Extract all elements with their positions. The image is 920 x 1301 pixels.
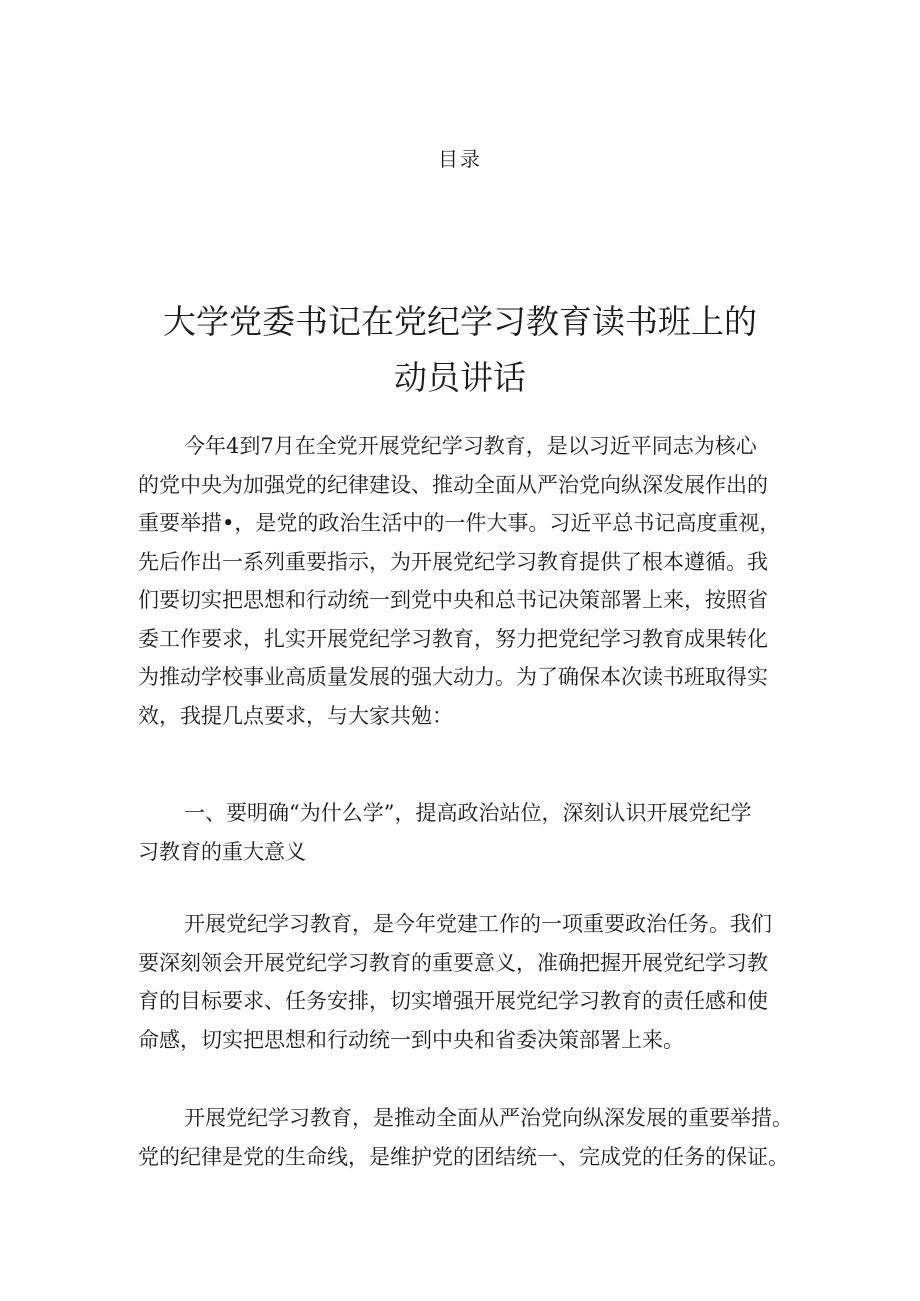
paragraph-line: 重要举措•，是党的政治生活中的一件大事。习近平总书记高度重视， [138,511,781,535]
paragraph-section-1-b [138,1099,796,1176]
heading-line: 习教育的重大意义 [138,839,306,864]
paragraph-line: 先后作出一系列重要指示，为开展党纪学习教育提供了根本遵循。我 [138,549,768,574]
paragraph-line: 开展党纪学习教育，是推动全面从严治党向纵深发展的重要举措。 [184,1106,793,1130]
paragraph-line: 今年4到7月在全党开展党纪学习教育，是以习近平同志为核心 [184,434,757,458]
heading-line: 一、要明确“为什么学”，提高政治站位，深刻认识开展党纪学 [184,801,752,825]
paragraph-line: 命感，切实把思想和行动统一到中央和省委决策部署上来。 [138,1027,684,1052]
paragraph-line: 为推动学校事业高质量发展的强大动力。为了确保本次读书班取得实 [138,665,768,689]
paragraph-line: 党的纪律是党的生命线，是维护党的团结统一、完成党的任务的保证。 [138,1144,789,1169]
toc-heading: 目录 [438,147,482,171]
title-line-1: 大学党委书记在党纪学习教育读书班上的 [163,302,757,341]
paragraph-line: 要深刻领会开展党纪学习教育的重要意义，准确把握开展党纪学习教 [138,950,768,975]
paragraph-line: 委工作要求，扎实开展党纪学习教育，努力把党纪学习教育成果转化 [138,626,768,651]
paragraph-section-1-a [138,905,796,1059]
paragraph-intro [138,427,796,735]
document-title [120,294,800,406]
section-heading-1 [138,794,796,871]
paragraph-line: 效，我提几点要求，与大家共勉： [138,703,453,728]
title-line-2: 动员讲话 [394,358,526,397]
paragraph-line: 开展党纪学习教育，是今年党建工作的一项重要政治任务。我们 [184,912,772,936]
paragraph-line: 育的目标要求、任务安排，切实增强开展党纪学习教育的责任感和使 [138,989,768,1013]
paragraph-line: 的党中央为加强党的纪律建设、推动全面从严治党向纵深发展作出的 [138,472,768,497]
paragraph-line: 们要切实把思想和行动统一到党中央和总书记决策部署上来，按照省 [138,588,768,612]
